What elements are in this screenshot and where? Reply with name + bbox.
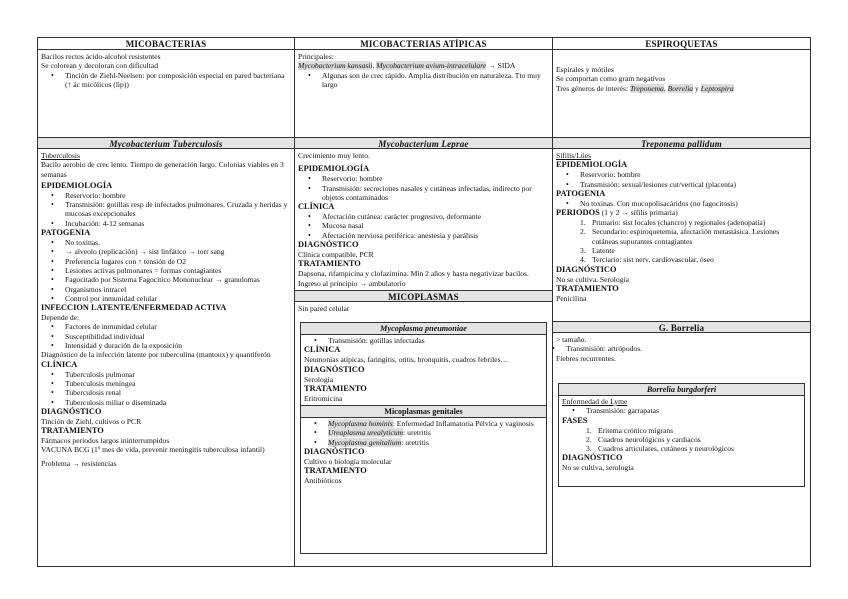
header-mycobacterium-tuberculosis: Mycobacterium Tuberculosis bbox=[38, 137, 294, 149]
list-item: • Algunas son de crec rápido. Amplia distribución en naturaleza. Tto muy largo bbox=[298, 71, 549, 90]
list-item: 2. Cuadros neurológicos y cardiacos bbox=[562, 435, 801, 444]
leprae-diag: Clínica compatible, PCR bbox=[298, 250, 374, 260]
depends-label: Depende de: bbox=[41, 313, 80, 323]
section-title: CLÍNICA bbox=[41, 359, 78, 369]
section-title: TRATAMIENTO bbox=[556, 283, 619, 293]
section-title: TRATAMIENTO bbox=[298, 259, 361, 269]
genitales-diag: Cultivo o biología molecular bbox=[304, 457, 392, 467]
section-title: DIAGNÓSTICO bbox=[304, 364, 365, 374]
pneumoniae-section bbox=[301, 335, 546, 403]
section-title: DIAGNÓSTICO bbox=[304, 447, 365, 457]
list-item: • Lesiones activas pulmonares = formas contagiantes bbox=[41, 266, 291, 275]
periodos-note: (1 y 2 → sífilis primaria) bbox=[599, 208, 678, 218]
problema-line: Problema → resistencias bbox=[41, 458, 117, 468]
section-title: TRATAMIENTO bbox=[41, 426, 104, 436]
intro-line: Bacilos rectos ácido-alcohol resistentes bbox=[41, 52, 161, 61]
borrelia-list bbox=[542, 344, 807, 353]
periodos-line bbox=[556, 208, 807, 218]
genera-comma: , bbox=[663, 83, 668, 93]
genus-name: Borrelia bbox=[667, 83, 694, 93]
sida-note: → SIDA bbox=[486, 61, 516, 71]
epidemiologia-list bbox=[41, 191, 291, 228]
treponema-diag: No se cultiva. Serología bbox=[556, 274, 629, 284]
species-name: Mycobacterium avium-intracelulare bbox=[376, 61, 487, 71]
intro-line: Se colorean y decoloran con dificultad bbox=[41, 61, 159, 71]
treponema-section bbox=[553, 150, 810, 315]
borrelia-fiebres: Fiebres recurrentes. bbox=[556, 353, 616, 363]
infeccion-list bbox=[41, 322, 291, 350]
list-item: 3. Cuadros articulares, cutáneos y neurológicos bbox=[562, 444, 801, 453]
header-micobacterias: MICOBACTERIAS bbox=[38, 38, 294, 50]
tratamiento-line: Fármacos periodos largos ininterrumpidos bbox=[41, 436, 170, 446]
tuberculosis-title: Tuberculosis bbox=[41, 151, 80, 160]
leprae-epi-list bbox=[298, 174, 549, 202]
species-name: Mycoplasma hominis bbox=[328, 419, 393, 429]
list-item: • Preferencia lugares con ↑ tensión de O2 bbox=[41, 257, 291, 266]
genitales-list bbox=[304, 419, 543, 447]
borrelia-size: > tamaño. bbox=[556, 335, 587, 344]
list-item: 1. Primario: sist locales (chancro) y regionales (adenopatía) bbox=[556, 218, 807, 227]
header-micoplasmas: MICOPLASMAS bbox=[295, 290, 552, 302]
species-name: Mycobacterium kansasii bbox=[298, 61, 373, 71]
header-borrelia-burgdorferi: Borrelia burgdorferi bbox=[559, 384, 804, 396]
leprae-desc: Crecimiento muy lento. bbox=[298, 151, 370, 160]
list-item: • Afectación cutánea: carácter progresivo, deformante bbox=[298, 212, 549, 221]
micoplasmas-desc: Sin pared celular bbox=[298, 304, 350, 313]
genera-line bbox=[556, 84, 807, 93]
leprae-section bbox=[295, 150, 552, 288]
list-item: • Transmisión: garrapatas bbox=[562, 406, 801, 415]
burgdorferi-box bbox=[558, 383, 805, 487]
genitales-trat: Antibióticos bbox=[304, 476, 342, 486]
genitales-section bbox=[301, 418, 546, 485]
species-desc: : Enfermedad Inflamatoria Pélvica y vaginosis bbox=[392, 419, 534, 429]
intro-line: Se comportan como gram negativos bbox=[556, 74, 666, 84]
tuberculosis-desc: Bacilo aerobio de crec lento. Tiempo de generación largo. Colonias viables en 3 semanas bbox=[41, 160, 284, 179]
section-title: FASES bbox=[562, 415, 588, 425]
section-title: CLÍNICA bbox=[304, 345, 341, 355]
section-title: DIAGNÓSTICO bbox=[41, 406, 102, 416]
leprae-trat: Dapsona, rifampicina y clofazimina. Mín 2 años y hasta negativizar bacilos. Ingreso al principio → ambulatorio bbox=[298, 269, 529, 288]
pneumoniae-trat: Eritromicina bbox=[304, 393, 343, 403]
principales-species bbox=[298, 61, 549, 70]
list-item: • No toxinas. bbox=[41, 238, 291, 247]
list-item: • Tuberculosis meníngea bbox=[41, 379, 291, 388]
header-espiroquetas: ESPIROQUETAS bbox=[553, 38, 810, 50]
header-g-borrelia: G. Borrelia bbox=[553, 321, 810, 333]
section-title: TRATAMIENTO bbox=[304, 466, 367, 476]
diagnostico-text: Tinción de Ziehl, cultivos o PCR bbox=[41, 416, 142, 426]
section-title: DIAGNÓSTICO bbox=[562, 453, 623, 463]
species-separator: , bbox=[372, 61, 377, 71]
genus-name: Treponema bbox=[629, 83, 664, 93]
list-item: • Transmisión: sexual/lesiones cut/vertical (placenta) bbox=[556, 180, 807, 189]
genus-name: Leptospira bbox=[700, 83, 734, 93]
list-item: • No toxinas. Con mucopolisacáridos (no fagocitosis) bbox=[556, 199, 807, 208]
tratamiento-line: VACUNA BCG (1º mes de vida, prevenir meningitis tuberculosa infantil) bbox=[41, 445, 265, 455]
section-title: PATOGENIA bbox=[556, 188, 606, 198]
list-item: • Transmisión: gotillas resp de infectados pulmonares. Cruzada y heridas y mucosas excepcionales bbox=[41, 200, 291, 219]
list-item: • Susceptibilidad individual bbox=[41, 332, 291, 341]
list-item: • Afectación nerviosa periférica: anestesia y parálisis bbox=[298, 231, 549, 240]
patogenia-list bbox=[41, 238, 291, 303]
column-espiroquetas bbox=[553, 38, 810, 566]
list-item: 4. Terciario: sist nerv, cardiovascular, óseo bbox=[556, 255, 807, 264]
list-item: • Factores de inmunidad celular bbox=[41, 322, 291, 331]
genera-and: y bbox=[693, 83, 701, 93]
column-micobacterias bbox=[38, 38, 295, 566]
species-desc: : uretritis bbox=[401, 437, 429, 447]
species-name: Mycoplasma genitalium bbox=[328, 437, 402, 447]
section-title: CLÍNICA bbox=[298, 202, 335, 212]
clinica-list bbox=[41, 370, 291, 407]
pneumoniae-cli: Neumonías atípicas, faringitis, otitis, bronquitis, cuadros febriles… bbox=[304, 355, 509, 365]
section-title: INFECCION LATENTE/ENFERMEDAD ACTIVA bbox=[41, 303, 227, 313]
burgdorferi-list bbox=[562, 406, 801, 415]
atipicas-list bbox=[298, 71, 549, 90]
periodos-list bbox=[556, 218, 807, 264]
list-item bbox=[304, 428, 543, 437]
header-micobacterias-atipicas: MICOBACTERIAS ATÍPICAS bbox=[295, 38, 552, 50]
section-title: EPIDEMIOLOGÍA bbox=[41, 180, 113, 190]
header-mycobacterium-leprae: Mycobacterium Leprae bbox=[295, 137, 552, 149]
species-desc: : uretritis bbox=[403, 428, 431, 438]
section-title: PATOGENIA bbox=[41, 228, 91, 238]
intro-line: Espirales y mótiles bbox=[556, 65, 614, 74]
list-item: • Organismos intracel bbox=[41, 285, 291, 294]
header-mycoplasma-pneumoniae: Mycoplasma pneumoniae bbox=[301, 323, 546, 335]
mycoplasma-box bbox=[300, 322, 547, 554]
espiroquetas-intro bbox=[553, 64, 810, 124]
sifilis-title: Sífilis/Lúes bbox=[556, 151, 592, 160]
pneumoniae-list bbox=[304, 336, 543, 345]
list-item: • Transmisión: secreciones nasales y cutáneas infectadas, indirecto por objetos contaminados bbox=[298, 184, 549, 203]
principales-label: Principales: bbox=[298, 52, 334, 61]
list-item: 3. Latente bbox=[556, 246, 807, 255]
borrelia-section bbox=[553, 334, 810, 370]
section-title: PERIODOS bbox=[556, 208, 600, 218]
lyme-title: Enfermedad de Lyme bbox=[562, 397, 628, 406]
list-item: • Incubación: 4-12 semanas bbox=[41, 219, 291, 228]
burgdorferi-diag: No se cultiva, serología bbox=[562, 463, 634, 473]
summary-sheet bbox=[37, 37, 811, 567]
list-item: • Tinción de Ziehl-Neelsen: por composición especial en pared bacteriana (↑ ác micólicos (lip)) bbox=[41, 71, 291, 90]
treponema-pat-list bbox=[556, 199, 807, 208]
list-item bbox=[304, 419, 543, 428]
section-title: TRATAMIENTO bbox=[304, 383, 367, 393]
list-item: • Reservorio: hombre bbox=[41, 191, 291, 200]
micobacterias-intro bbox=[38, 51, 294, 141]
pneumoniae-diag: Serología bbox=[304, 374, 334, 384]
atipicas-intro bbox=[295, 51, 552, 139]
header-treponema-pallidum: Treponema pallidum bbox=[553, 137, 810, 149]
burgdorferi-section bbox=[559, 396, 804, 473]
leprae-cli-list bbox=[298, 212, 549, 240]
list-item: • Mucosa nasal bbox=[298, 221, 549, 230]
list-item: • Fagocitado por Sistema Fagocítico Mononuclear → granulomas bbox=[41, 275, 291, 284]
list-item: • Reservorio: hombre bbox=[556, 170, 807, 179]
fases-list bbox=[562, 426, 801, 454]
list-item: • → alveolo (replicación) → sist linfático → torr sang bbox=[41, 247, 291, 256]
list-item bbox=[304, 438, 543, 447]
tuberculosis-section bbox=[38, 150, 294, 566]
list-item: • Intensidad y duración de la exposición bbox=[41, 341, 291, 350]
list-item: • Tuberculosis pulmonar bbox=[41, 370, 291, 379]
list-item: • Transmisión: gotillas infectadas bbox=[304, 336, 543, 345]
section-title: DIAGNÓSTICO bbox=[298, 240, 359, 250]
list-item: 2. Secundario: espiroquetemia, afectación metastásica. Lesiones cutáneas supurantes contagiantes bbox=[556, 227, 807, 246]
list-item: • Reservorio: hombre bbox=[298, 174, 549, 183]
list-item: • Control por inmunidad celular bbox=[41, 294, 291, 303]
infeccion-diagnosis: Diagnóstico de la infección latente por tuberculina (mantoux) y quantiferón bbox=[41, 350, 271, 360]
treponema-trat: Penicilina bbox=[556, 293, 587, 303]
list-item: • Transmisión: artrópodos. bbox=[542, 344, 807, 353]
section-title: EPIDEMIOLOGÍA bbox=[298, 164, 370, 174]
header-micoplasmas-genitales: Micoplasmas genitales bbox=[301, 405, 546, 418]
list-item: 1. Eritema crónico migrans bbox=[562, 426, 801, 435]
species-name: Ureaplasma urealyticum bbox=[328, 428, 404, 438]
treponema-epi-list bbox=[556, 170, 807, 189]
list-item: • Tuberculosis miliar o diseminada bbox=[41, 398, 291, 407]
intro-list bbox=[41, 71, 291, 90]
column-micobacterias-atipicas bbox=[295, 38, 553, 566]
section-title: DIAGNÓSTICO bbox=[556, 264, 617, 274]
list-item: • Tuberculosis renal bbox=[41, 388, 291, 397]
section-title: EPIDEMIOLOGÍA bbox=[556, 160, 628, 170]
genera-prefix: Tres géneros de interés: bbox=[556, 83, 630, 93]
